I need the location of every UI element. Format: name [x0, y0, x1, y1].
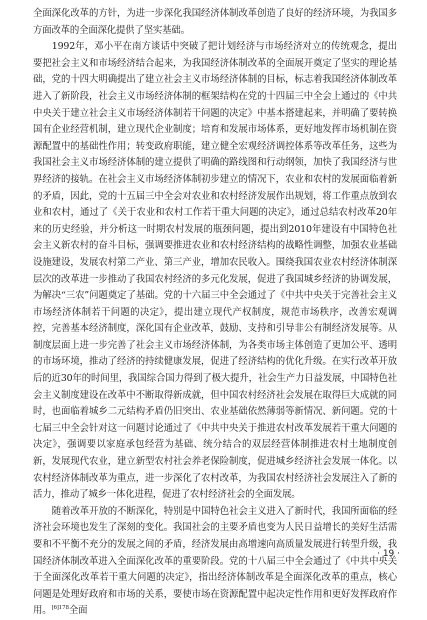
paragraph-2: 1992年，邓小平在南方谈话中突破了把计划经济与市场经济对立的传统观念，提出要把社会主义和市场经济结合起来，为我国经济体制改革的全面展开奠定了坚实的理论基础，党的十四大明确提出了建立社会主义市场经济体制的目标，标志着我国经济体制改革进入了新阶段，社会主义市场经济体制的框架结构在党的十四届三中全会上通过的《中共中央关于建立社会主义市场经济体制若干问题的决定》中基本搭建起来，并明确了要转换国有企业经营机制，建立现代企业制度；培育和发展市场体系，更好地发挥市场机制在资源配置中的基础性作用；转变政府职能，建立健全宏观经济调控体系等改革任务，这些为我国社会主义市场经济体制的建立提供了明确的路线图和行动纲领，加快了我国经济与世界经济的接轨。在社会主义市场经济体制初步建立的情况下，农业和农村的发展面临着新的矛盾，因此，党的十五届三中全会对农业和农村经济发展作出规划，将工作重点放到农业和农村，通过了《关于农业和农村工作若干重大问题的决定》，通过总结农村改革20年来的历史经验，并分析这一时期农村发展的瓶颈问题，提出到2010年建设有中国特色社会主义新农村的奋斗目标，强调要推进农业和农村经济结构的战略性调整，加强农业基础设施建设，发展农村第二产业、第三产业，增加农民收入。围绕我国农业农村经济体制深层次的改革进一步推动了我国农村经济的多元化发展，促进了我国城乡经济的协调发展，为解决“三农”问题奠定了基础。党的十六届三中全会通过了《中共中央关于完善社会主义市场经济体制若干问题的决定》，提出建立现代产权制度，规范市场秩序，改善宏观调控，完善基本经济制度，深化国有企业改革，鼓励、支持和引导非公有制经济发展等。从制度层面上进一步完善了社会主义市场经济体制，为各类市场主体创造了更加公平、透明的市场环境，推动了经济的持续健康发展，促进了经济结构的优化升级。在实行改革开放后的近30年的时间里，我国综合国力得到了极大提升，社会生产力日益发展，中国特色社会主义制度建设在改革中不断取得新成就，但中国农村经济社会发展在取得巨大成就的同时，也面临着城乡二元结构矛盾仍旧突出、农业基础依然薄弱等新情况、新问题。党的十七届三中全会针对这一问题讨论通过了《中共中央关于推进农村改革发展若干重大问题的决定》，强调要以家庭承包经营为基础、统分结合的双层经营体制推进农村土地制度创新，发展现代农业，建立新型农村社会养老保险制度，促进城乡经济社会发展一体化。以农村经济体制改革为重点，进一步深化了农村改革，为我国农村经济社会发展注入了新的活力，推动了城乡一体化进程，促进了农村经济社会的全面发展。 — [33, 41, 397, 501]
page-body — [33, 6, 397, 620]
footnote-reference[interactable]: [6]178 — [51, 605, 69, 612]
paragraph-3-text: 随着改革开放的不断深化，特别是中国特色社会主义进入了新时代，我国所面临的经济社会环境也发生了深刻的变化。我国社会的主要矛盾也变为人民日益增长的美好生活需要和不平衡不充分的发展之间的矛盾，经济发展由高增速向高质量发展进行转型升级，我国经济体制改革进入全面深化改革的重要阶段。党的十八届三中全会通过了《中共中央关于全面深化改革若干重大问题的决定》，指出经济体制改革是全面深化改革的重点，核心问题是处理好政府和市场的关系，要使市场在资源配置中起决定性作用和更好发挥政府作用。 — [33, 505, 397, 617]
paragraph-3 — [33, 504, 397, 620]
paragraph-1: 全面深化改革的方针，为进一步深化我国经济体制改革创造了良好的经济环境，为我国多方面改革的全面深化提供了坚实基础。 — [33, 8, 397, 36]
paragraph-3-tail: 全面 — [68, 605, 88, 617]
page-number: · 19 · — [377, 549, 400, 559]
